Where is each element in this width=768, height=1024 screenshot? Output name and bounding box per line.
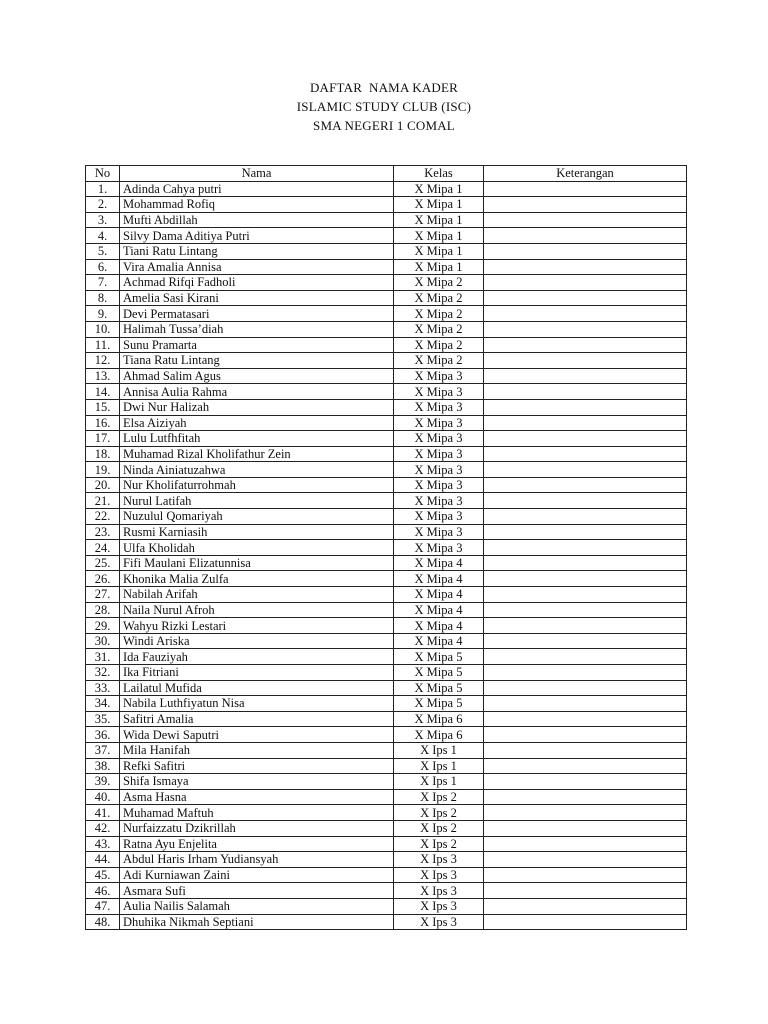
cell-kelas: X Mipa 5 — [394, 665, 484, 681]
cell-keterangan — [484, 212, 687, 228]
cell-no: 19. — [86, 462, 120, 478]
cell-nama: Ratna Ayu Enjelita — [120, 836, 394, 852]
cell-no: 44. — [86, 852, 120, 868]
cell-no: 43. — [86, 836, 120, 852]
cell-keterangan — [484, 836, 687, 852]
table-row — [86, 197, 687, 213]
table-row — [86, 446, 687, 462]
cell-kelas: X Mipa 1 — [394, 181, 484, 197]
cell-kelas: X Mipa 1 — [394, 228, 484, 244]
table-row — [86, 243, 687, 259]
cell-nama: Asma Hasna — [120, 789, 394, 805]
table-row — [86, 353, 687, 369]
cell-keterangan — [484, 618, 687, 634]
cell-no: 16. — [86, 415, 120, 431]
cell-no: 12. — [86, 353, 120, 369]
cell-no: 47. — [86, 898, 120, 914]
cell-keterangan — [484, 446, 687, 462]
cell-no: 8. — [86, 290, 120, 306]
cell-nama: Rusmi Karniasih — [120, 524, 394, 540]
cell-nama: Shifa Ismaya — [120, 774, 394, 790]
cell-keterangan — [484, 711, 687, 727]
cell-nama: Ida Fauziyah — [120, 649, 394, 665]
cell-kelas: X Mipa 3 — [394, 524, 484, 540]
cell-kelas: X Ips 3 — [394, 914, 484, 930]
cell-kelas: X Mipa 3 — [394, 399, 484, 415]
table-row — [86, 321, 687, 337]
table-row — [86, 711, 687, 727]
table-row — [86, 524, 687, 540]
cell-keterangan — [484, 368, 687, 384]
cell-nama: Nurfaizzatu Dzikrillah — [120, 820, 394, 836]
cell-nama: Abdul Haris Irham Yudiansyah — [120, 852, 394, 868]
cell-kelas: X Ips 2 — [394, 836, 484, 852]
cell-no: 5. — [86, 243, 120, 259]
cell-no: 10. — [86, 321, 120, 337]
cell-keterangan — [484, 820, 687, 836]
cell-kelas: X Ips 3 — [394, 852, 484, 868]
cell-kelas: X Mipa 1 — [394, 243, 484, 259]
cell-keterangan — [484, 540, 687, 556]
table-row — [86, 805, 687, 821]
table-row — [86, 696, 687, 712]
cell-keterangan — [484, 243, 687, 259]
cell-no: 4. — [86, 228, 120, 244]
table-row — [86, 290, 687, 306]
table-row — [86, 852, 687, 868]
cell-kelas: X Mipa 2 — [394, 353, 484, 369]
cell-nama: Nurul Latifah — [120, 493, 394, 509]
cell-kelas: X Mipa 4 — [394, 555, 484, 571]
cell-no: 27. — [86, 587, 120, 603]
cell-kelas: X Mipa 4 — [394, 571, 484, 587]
cell-keterangan — [484, 883, 687, 899]
cell-kelas: X Mipa 3 — [394, 368, 484, 384]
cell-nama: Sunu Pramarta — [120, 337, 394, 353]
cell-no: 48. — [86, 914, 120, 930]
cell-no: 34. — [86, 696, 120, 712]
cell-nama: Mila Hanifah — [120, 742, 394, 758]
cell-keterangan — [484, 524, 687, 540]
cell-kelas: X Mipa 5 — [394, 649, 484, 665]
cell-nama: Fifi Maulani Elizatunnisa — [120, 555, 394, 571]
cell-keterangan — [484, 649, 687, 665]
cell-kelas: X Mipa 1 — [394, 259, 484, 275]
cell-keterangan — [484, 852, 687, 868]
cell-nama: Nabila Luthfiyatun Nisa — [120, 696, 394, 712]
cell-kelas: X Mipa 2 — [394, 290, 484, 306]
cell-kelas: X Mipa 3 — [394, 462, 484, 478]
cell-keterangan — [484, 197, 687, 213]
table-row — [86, 867, 687, 883]
cell-kelas: X Ips 3 — [394, 898, 484, 914]
cell-nama: Mohammad Rofiq — [120, 197, 394, 213]
cell-nama: Wida Dewi Saputri — [120, 727, 394, 743]
cell-keterangan — [484, 571, 687, 587]
table-row — [86, 742, 687, 758]
cell-no: 26. — [86, 571, 120, 587]
cell-no: 28. — [86, 602, 120, 618]
cell-kelas: X Mipa 3 — [394, 493, 484, 509]
cell-keterangan — [484, 758, 687, 774]
cell-keterangan — [484, 259, 687, 275]
table-row — [86, 228, 687, 244]
cell-nama: Amelia Sasi Kirani — [120, 290, 394, 306]
table-row — [86, 477, 687, 493]
cell-nama: Windi Ariska — [120, 633, 394, 649]
cell-keterangan — [484, 867, 687, 883]
title-line-3: SMA NEGERI 1 COMAL — [313, 118, 455, 133]
cell-nama: Dwi Nur Halizah — [120, 399, 394, 415]
cell-nama: Ahmad Salim Agus — [120, 368, 394, 384]
cell-keterangan — [484, 602, 687, 618]
cell-nama: Nabilah Arifah — [120, 587, 394, 603]
cell-nama: Safitri Amalia — [120, 711, 394, 727]
cell-keterangan — [484, 477, 687, 493]
cell-kelas: X Ips 1 — [394, 742, 484, 758]
cell-kelas: X Mipa 4 — [394, 602, 484, 618]
title-line-1: DAFTAR NAMA KADER — [309, 80, 459, 95]
cell-kelas: X Mipa 3 — [394, 477, 484, 493]
table-row — [86, 633, 687, 649]
table-row — [86, 571, 687, 587]
table-row — [86, 587, 687, 603]
cell-nama: Annisa Aulia Rahma — [120, 384, 394, 400]
table-row — [86, 399, 687, 415]
cell-nama: Elsa Aiziyah — [120, 415, 394, 431]
table-row — [86, 665, 687, 681]
cell-nama: Halimah Tussa’diah — [120, 321, 394, 337]
cell-keterangan — [484, 181, 687, 197]
cell-nama: Achmad Rifqi Fadholi — [120, 275, 394, 291]
cell-keterangan — [484, 509, 687, 525]
cell-kelas: X Mipa 3 — [394, 509, 484, 525]
cell-no: 1. — [86, 181, 120, 197]
cell-nama: Naila Nurul Afroh — [120, 602, 394, 618]
title-line-2: ISLAMIC STUDY CLUB (ISC) — [296, 99, 472, 114]
table-row — [86, 836, 687, 852]
cell-nama: Ulfa Kholidah — [120, 540, 394, 556]
cell-kelas: X Ips 3 — [394, 883, 484, 899]
cell-kelas: X Mipa 6 — [394, 727, 484, 743]
cell-no: 11. — [86, 337, 120, 353]
cell-nama: Nur Kholifaturrohmah — [120, 477, 394, 493]
cell-no: 3. — [86, 212, 120, 228]
member-table — [85, 165, 687, 930]
cell-no: 42. — [86, 820, 120, 836]
table-row — [86, 649, 687, 665]
cell-keterangan — [484, 633, 687, 649]
cell-kelas: X Mipa 6 — [394, 711, 484, 727]
cell-keterangan — [484, 727, 687, 743]
cell-kelas: X Mipa 3 — [394, 446, 484, 462]
cell-no: 33. — [86, 680, 120, 696]
cell-kelas: X Ips 2 — [394, 805, 484, 821]
cell-keterangan — [484, 789, 687, 805]
table-row — [86, 820, 687, 836]
document-title — [0, 78, 768, 135]
cell-no: 22. — [86, 509, 120, 525]
cell-keterangan — [484, 462, 687, 478]
cell-no: 24. — [86, 540, 120, 556]
table-row — [86, 914, 687, 930]
cell-no: 9. — [86, 306, 120, 322]
cell-keterangan — [484, 290, 687, 306]
table-row — [86, 727, 687, 743]
cell-nama: Lulu Lutfhfitah — [120, 431, 394, 447]
table-body — [86, 181, 687, 930]
cell-nama: Refki Safitri — [120, 758, 394, 774]
cell-nama: Tiana Ratu Lintang — [120, 353, 394, 369]
cell-kelas: X Ips 1 — [394, 774, 484, 790]
table-row — [86, 618, 687, 634]
cell-no: 6. — [86, 259, 120, 275]
cell-kelas: X Ips 1 — [394, 758, 484, 774]
cell-nama: Vira Amalia Annisa — [120, 259, 394, 275]
cell-no: 45. — [86, 867, 120, 883]
header-kelas: Kelas — [394, 166, 484, 182]
cell-nama: Devi Permatasari — [120, 306, 394, 322]
cell-no: 36. — [86, 727, 120, 743]
cell-kelas: X Mipa 2 — [394, 275, 484, 291]
cell-keterangan — [484, 587, 687, 603]
cell-keterangan — [484, 353, 687, 369]
cell-keterangan — [484, 306, 687, 322]
header-no: No — [86, 166, 120, 182]
cell-keterangan — [484, 415, 687, 431]
cell-nama: Lailatul Mufida — [120, 680, 394, 696]
cell-nama: Nuzulul Qomariyah — [120, 509, 394, 525]
cell-kelas: X Mipa 5 — [394, 680, 484, 696]
cell-keterangan — [484, 696, 687, 712]
cell-keterangan — [484, 555, 687, 571]
table-row — [86, 493, 687, 509]
cell-keterangan — [484, 431, 687, 447]
cell-no: 14. — [86, 384, 120, 400]
cell-no: 2. — [86, 197, 120, 213]
table-row — [86, 789, 687, 805]
header-nama: Nama — [120, 166, 394, 182]
cell-keterangan — [484, 665, 687, 681]
cell-kelas: X Mipa 4 — [394, 587, 484, 603]
cell-nama: Ninda Ainiatuzahwa — [120, 462, 394, 478]
table-row — [86, 898, 687, 914]
cell-nama: Dhuhika Nikmah Septiani — [120, 914, 394, 930]
cell-keterangan — [484, 493, 687, 509]
cell-no: 23. — [86, 524, 120, 540]
cell-nama: Muhamad Maftuh — [120, 805, 394, 821]
cell-nama: Adi Kurniawan Zaini — [120, 867, 394, 883]
cell-keterangan — [484, 321, 687, 337]
table-row — [86, 259, 687, 275]
cell-keterangan — [484, 914, 687, 930]
table-row — [86, 602, 687, 618]
cell-no: 25. — [86, 555, 120, 571]
cell-no: 17. — [86, 431, 120, 447]
cell-keterangan — [484, 228, 687, 244]
cell-no: 35. — [86, 711, 120, 727]
cell-kelas: X Ips 3 — [394, 867, 484, 883]
cell-no: 38. — [86, 758, 120, 774]
table-row — [86, 758, 687, 774]
cell-kelas: X Ips 2 — [394, 820, 484, 836]
cell-nama: Ika Fitriani — [120, 665, 394, 681]
cell-no: 30. — [86, 633, 120, 649]
cell-nama: Asmara Sufi — [120, 883, 394, 899]
table-row — [86, 384, 687, 400]
cell-nama: Adinda Cahya putri — [120, 181, 394, 197]
cell-kelas: X Mipa 3 — [394, 415, 484, 431]
cell-no: 15. — [86, 399, 120, 415]
table-row — [86, 306, 687, 322]
cell-no: 31. — [86, 649, 120, 665]
cell-keterangan — [484, 742, 687, 758]
table-row — [86, 883, 687, 899]
cell-kelas: X Mipa 1 — [394, 197, 484, 213]
table-row — [86, 555, 687, 571]
cell-nama: Silvy Dama Aditiya Putri — [120, 228, 394, 244]
cell-kelas: X Mipa 3 — [394, 540, 484, 556]
cell-kelas: X Ips 2 — [394, 789, 484, 805]
table-row — [86, 509, 687, 525]
cell-no: 20. — [86, 477, 120, 493]
cell-nama: Aulia Nailis Salamah — [120, 898, 394, 914]
cell-keterangan — [484, 384, 687, 400]
table-row — [86, 212, 687, 228]
cell-no: 40. — [86, 789, 120, 805]
cell-keterangan — [484, 805, 687, 821]
cell-no: 18. — [86, 446, 120, 462]
table-row — [86, 275, 687, 291]
table-header-row — [86, 166, 687, 182]
table-row — [86, 181, 687, 197]
cell-keterangan — [484, 275, 687, 291]
cell-nama: Mufti Abdillah — [120, 212, 394, 228]
cell-kelas: X Mipa 2 — [394, 306, 484, 322]
cell-kelas: X Mipa 3 — [394, 431, 484, 447]
cell-kelas: X Mipa 1 — [394, 212, 484, 228]
table-row — [86, 368, 687, 384]
cell-nama: Khonika Malia Zulfa — [120, 571, 394, 587]
cell-no: 7. — [86, 275, 120, 291]
cell-no: 29. — [86, 618, 120, 634]
table-row — [86, 680, 687, 696]
cell-nama: Wahyu Rizki Lestari — [120, 618, 394, 634]
cell-no: 46. — [86, 883, 120, 899]
cell-no: 32. — [86, 665, 120, 681]
cell-nama: Tiani Ratu Lintang — [120, 243, 394, 259]
header-keterangan: Keterangan — [484, 166, 687, 182]
cell-kelas: X Mipa 4 — [394, 618, 484, 634]
table-row — [86, 462, 687, 478]
table-row — [86, 431, 687, 447]
cell-keterangan — [484, 898, 687, 914]
table-row — [86, 415, 687, 431]
cell-no: 41. — [86, 805, 120, 821]
cell-kelas: X Mipa 4 — [394, 633, 484, 649]
cell-keterangan — [484, 680, 687, 696]
table-row — [86, 540, 687, 556]
cell-no: 39. — [86, 774, 120, 790]
cell-keterangan — [484, 337, 687, 353]
cell-no: 13. — [86, 368, 120, 384]
cell-keterangan — [484, 399, 687, 415]
cell-no: 37. — [86, 742, 120, 758]
cell-kelas: X Mipa 5 — [394, 696, 484, 712]
cell-no: 21. — [86, 493, 120, 509]
cell-kelas: X Mipa 2 — [394, 321, 484, 337]
table-row — [86, 337, 687, 353]
cell-kelas: X Mipa 3 — [394, 384, 484, 400]
cell-keterangan — [484, 774, 687, 790]
table-row — [86, 774, 687, 790]
cell-kelas: X Mipa 2 — [394, 337, 484, 353]
cell-nama: Muhamad Rizal Kholifathur Zein — [120, 446, 394, 462]
